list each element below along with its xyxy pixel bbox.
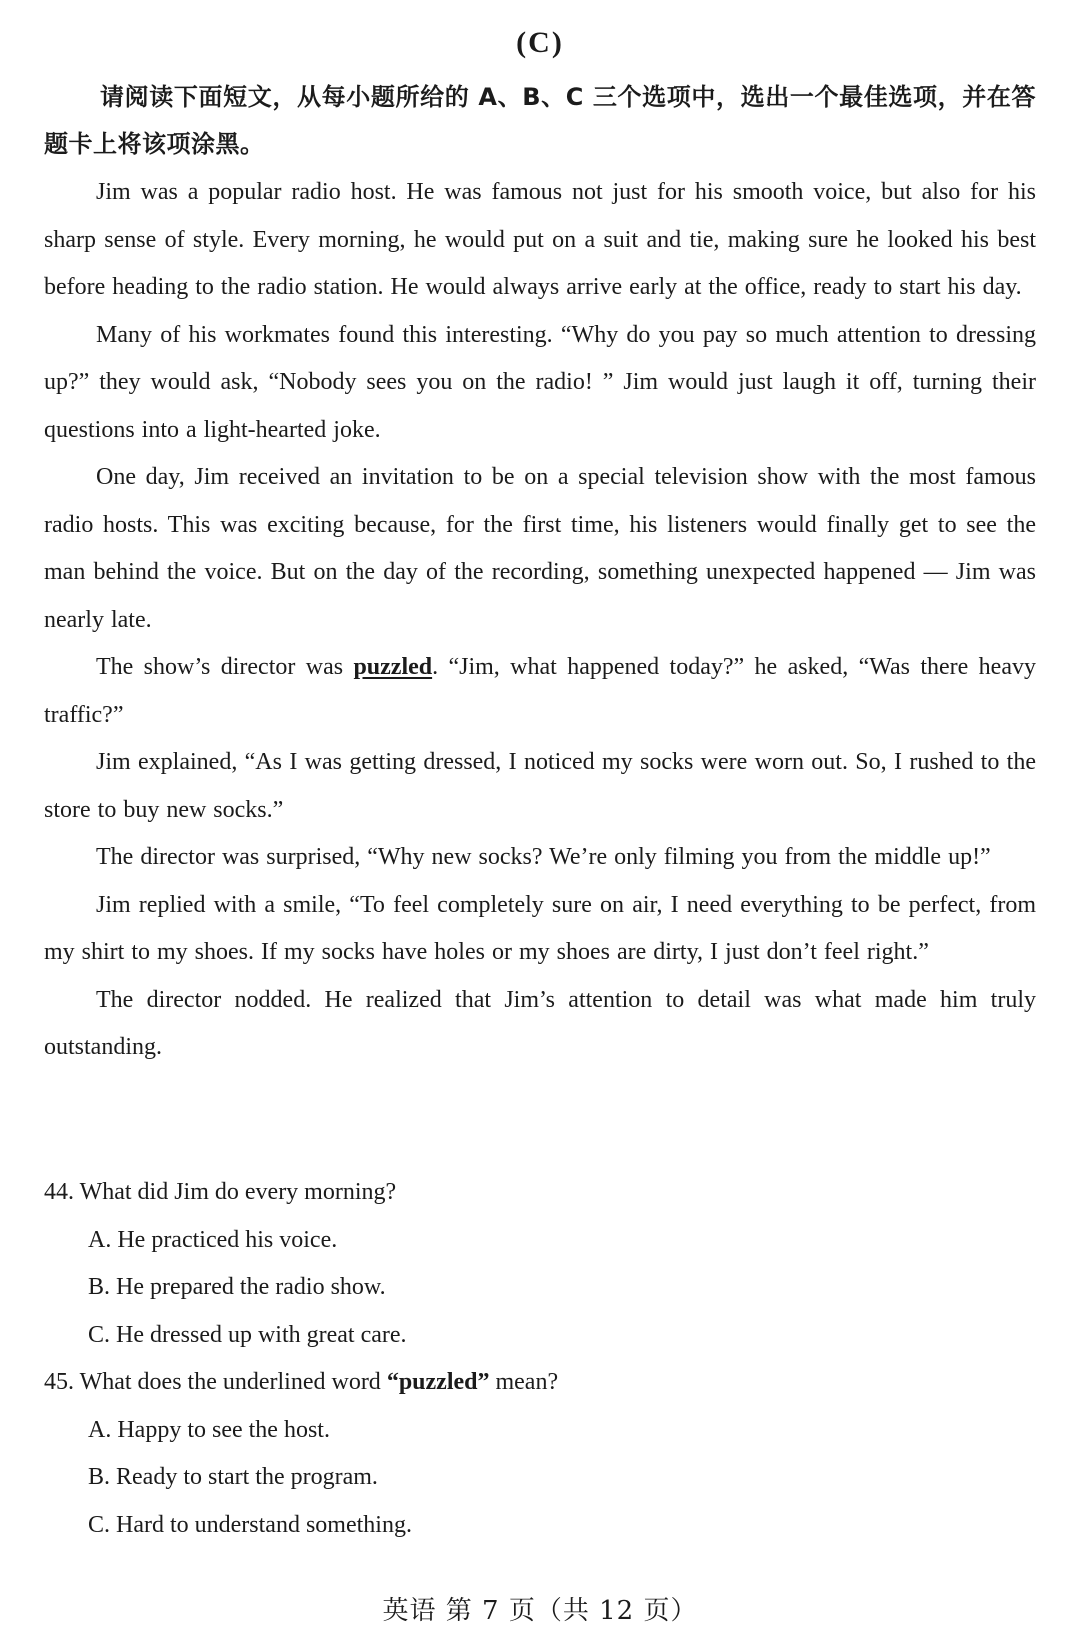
instructions: 请阅读下面短文，从每小题所给的 A、B、C 三个选项中，选出一个最佳选项，并在答题卡上将该项涂黑。	[44, 83, 1036, 158]
option-b[interactable]: B. Ready to start the program.	[88, 1464, 378, 1490]
option-b[interactable]: B. He prepared the radio show.	[88, 1274, 386, 1300]
section-title: (C)	[516, 26, 564, 59]
question-44	[44, 1169, 1036, 1359]
page-footer: 英语 第 7 页（共 12 页）	[382, 1596, 698, 1626]
option-c[interactable]: C. Hard to understand something.	[88, 1511, 412, 1538]
question-stem-after: mean?	[489, 1369, 559, 1395]
passage-paragraph-6: The director was surprised, “Why new socks? We’re only filming you from the middle up!”	[96, 844, 991, 870]
passage-paragraph-1: Jim was a popular radio host. He was famous not just for his smooth voice, but also for his sharp sense of style. Every morning, he would put on a suit and tie, making sure he looked his best before heading to the radio station. He would always arrive early at the office, ready to start his day.	[44, 179, 1036, 300]
passage-paragraph-5: Jim explained, “As I was getting dressed, I noticed my socks were worn out. So, I rushed to the store to buy new socks.”	[44, 749, 1036, 823]
paragraph-4-text-before: The show’s director was	[96, 654, 354, 680]
option-c[interactable]: C. He dressed up with great care.	[88, 1321, 407, 1348]
question-stem: 44. What did Jim do every morning?	[44, 1179, 397, 1205]
paragraph-4-text-after: . “Jim, what happened today?” he asked, “Was there heavy traffic?”	[44, 654, 1036, 728]
question-stem	[44, 1359, 1036, 1407]
option-a[interactable]: A. He practiced his voice.	[88, 1226, 338, 1253]
passage-paragraph-8: The director nodded. He realized that Jim’s attention to detail was what made him truly outstanding.	[44, 986, 1036, 1060]
underlined-word-puzzled: puzzled	[353, 654, 433, 680]
question-stem-before: 45. What does the underlined word	[44, 1369, 387, 1395]
passage-paragraph-2: Many of his workmates found this interesting. “Why do you pay so much attention to dressing up?” they would ask, “Nobody sees you on the radio! ” Jim would just laugh it off, turning their questions into a light-hearted joke.	[44, 321, 1036, 443]
passage-paragraph-3: One day, Jim received an invitation to be on a special television show with the most famous radio hosts. This was exciting because, for the first time, his listeners would finally get to see the man behind the voice. But on the day of the recording, something unexpected happened — Jim was nearly late.	[44, 464, 1036, 633]
question-keyword: “puzzled”	[386, 1369, 490, 1395]
questions-section	[44, 1169, 1036, 1549]
question-45	[44, 1359, 1036, 1549]
option-a[interactable]: A. Happy to see the host.	[88, 1416, 330, 1443]
reading-passage	[44, 169, 1036, 1072]
passage-paragraph-4	[44, 644, 1036, 739]
passage-paragraph-7: Jim replied with a smile, “To feel completely sure on air, I need everything to be perfect, from my shirt to my shoes. If my socks have holes or my shoes are dirty, I just don’t feel right.”	[44, 891, 1036, 965]
